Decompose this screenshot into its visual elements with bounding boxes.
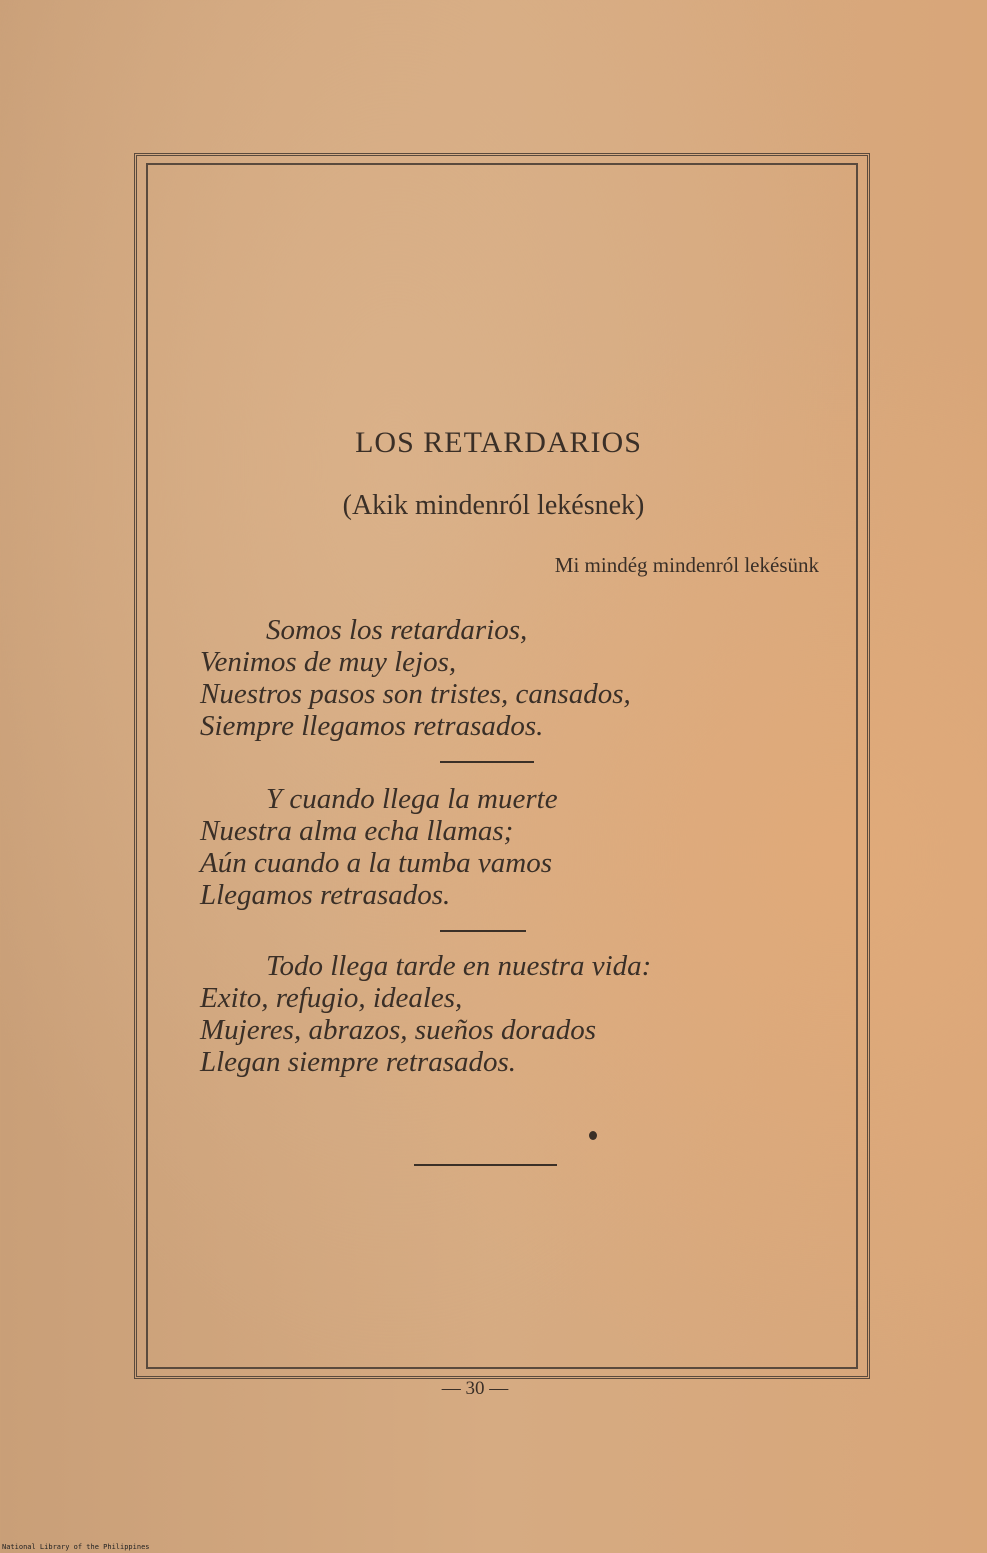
stanza-line: Llegan siempre retrasados. (200, 1046, 517, 1078)
ink-dot (589, 1131, 597, 1140)
stanza-line: Somos los retardarios, (266, 614, 528, 646)
stanza-divider (440, 930, 526, 932)
stanza-line: Todo llega tarde en nuestra vida: (266, 950, 652, 982)
page-number: — 30 — (441, 1378, 509, 1399)
poem-epigraph: Mi mindég mindenról lekésünk (554, 553, 819, 577)
stanza-line: Aún cuando a la tumba vamos (200, 847, 552, 879)
stanza-line: Siempre llegamos retrasados. (200, 710, 544, 742)
end-rule (414, 1164, 557, 1166)
stanza-line: Nuestra alma echa llamas; (200, 815, 514, 847)
stanza-divider (440, 761, 534, 763)
stanza-line: Nuestros pasos son tristes, cansados, (200, 678, 631, 710)
stanza-line: Exito, refugio, ideales, (200, 982, 463, 1014)
stanza-line: Venimos de muy lejos, (200, 646, 457, 678)
stanza-3 (200, 950, 651, 1078)
library-credit: National Library of the Philippines (2, 1543, 150, 1551)
stanza-line: Y cuando llega la muerte (266, 783, 558, 815)
stanza-line: Llegamos retrasados. (200, 879, 451, 911)
poem-title: LOS RETARDARIOS (355, 426, 642, 459)
inner-border-frame (146, 163, 858, 1369)
poem-subtitle: (Akik mindenról lekésnek) (342, 490, 645, 521)
stanza-2 (200, 783, 558, 911)
stanza-line: Mujeres, abrazos, sueños dorados (200, 1014, 597, 1046)
stanza-1 (200, 614, 631, 742)
